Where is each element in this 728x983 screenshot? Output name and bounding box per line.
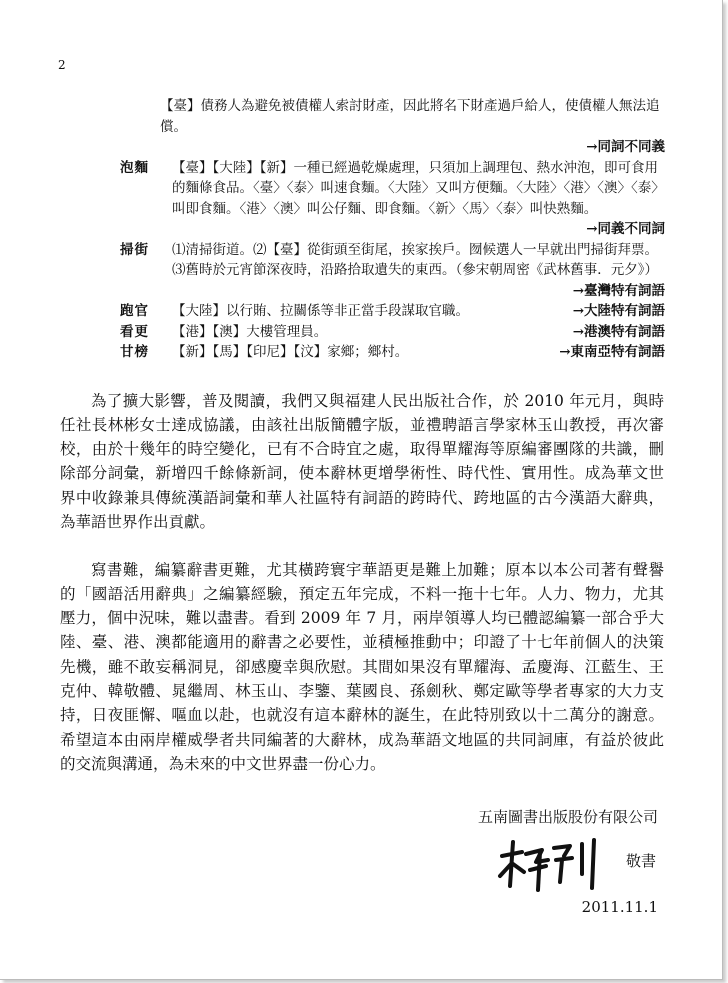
dictionary-entry	[120, 158, 665, 240]
handwritten-signature	[496, 834, 606, 894]
entry-headword: 跑官	[120, 303, 149, 319]
dictionary-entry	[120, 96, 665, 158]
entry-tag: →臺灣特有詞語	[572, 282, 665, 299]
entry-tag: →港澳特有詞語	[572, 323, 665, 340]
body-paragraph: 為了擴大影響，普及閱讀，我們又與福建人民出版社合作，於 2010 年元月，與時任社長林彬女士達成協議，由該社出版簡體字版，並禮聘語言學家林玉山教授，再次審校，由於十幾年的時空變化，已有不合時宜之處，取得單耀海等原編審團隊的共識，刪除部分詞彙，新增四千餘條新詞，使本辭林更增學術性、時代性、實用性。成為華文世界中收錄兼具傳統漢語詞彙和華人社區特有詞語的跨時代、跨地區的古今漢語大辭典，為華語世界作出貢獻。	[60, 391, 664, 531]
entry-tag: →大陸特有詞語	[572, 303, 665, 319]
dictionary-entry	[120, 322, 665, 343]
dictionary-entries	[120, 96, 665, 363]
entry-definition: 【新】【馬】【印尼】【汶】家鄉；鄉村。 →東南亞特有詞語	[172, 342, 665, 363]
entry-headword: 看更	[120, 323, 149, 340]
entry-headword: 甘榜	[120, 344, 149, 360]
entry-definition: ⑴清掃街道。⑵【臺】從街頭至街尾，挨家挨戶。囫候選人一早就出門掃街拜票。⑶舊時於元宵節深夜時，沿路拾取遺失的東西。（參宋朝周密《武林舊事．元夕》） →臺灣特有詞語	[172, 240, 665, 302]
entry-tag: →同義不同詞	[586, 221, 665, 237]
dictionary-entry	[120, 240, 665, 302]
entry-definition: 【港】【澳】大樓管理員。 →港澳特有詞語	[172, 322, 665, 343]
entry-headword: 掃街	[120, 241, 149, 258]
entry-definition: 【臺】債務人為避免被債權人索討財產，因此將名下財產過戶給人，使債權人無法追償。 →同詞不同義	[160, 96, 665, 158]
entry-tag: →東南亞特有詞語	[559, 344, 665, 360]
entry-definition: 【臺】【大陸】【新】一種已經過乾燥處理，只須加上調理包、熱水沖泡，即可食用的麵條食品。〈臺〉〈泰〉叫速食麵。〈大陸〉又叫方便麵。〈大陸〉〈港〉〈澳〉〈泰〉叫即食麵。〈港〉〈澳〉叫公仔麵、即食麵。〈新〉〈馬〉〈泰〉叫快熟麵。 →同義不同詞	[172, 158, 665, 240]
dictionary-entry	[120, 342, 665, 363]
respect-closing: 敬書	[626, 852, 657, 870]
entry-tag: →同詞不同義	[586, 139, 665, 155]
dictionary-entry	[120, 301, 665, 322]
body-paragraph: 寫書難，編纂辭書更難，尤其橫跨寰宇華語更是難上加難；原本以本公司著有聲譽的「國語活用辭典」之編纂經驗，預定五年完成，不料一拖十七年。人力、物力，尤其壓力，個中況味，難以盡書。看到 2009 年 7 月，兩岸領導人均已體認編纂一部合乎大陸、臺、港、澳都能適用的辭書之必要性，並積極推動中；印證了十七年前個人的決策先機，雖不敢妄稱洞見，卻感慶幸與欣慰。其間如果沒有單耀海、孟慶海、江藍生、王克仲、韓敬體、晁繼周、林玉山、李鑒、葉國良、孫劍秋、鄭定歐等學者專家的大力支持，日夜匪懈、嘔血以赴，也就沒有這本辭林的誕生，在此特別致以十二萬分的謝意。希望這本由兩岸權威學者共同編著的大辭林，成為華語文地區的共同詞庫，有益於彼此的交流與溝通，為未來的中文世界盡一份心力。	[60, 560, 664, 773]
entry-definition: 【大陸】以行賄、拉關係等非正當手段謀取官職。 →大陸特有詞語	[172, 301, 665, 322]
signing-date: 2011.11.1	[581, 898, 658, 916]
page-number: 2	[58, 58, 66, 72]
entry-headword: 泡麵	[120, 159, 149, 176]
company-name: 五南圖書出版股份有限公司	[477, 808, 658, 826]
